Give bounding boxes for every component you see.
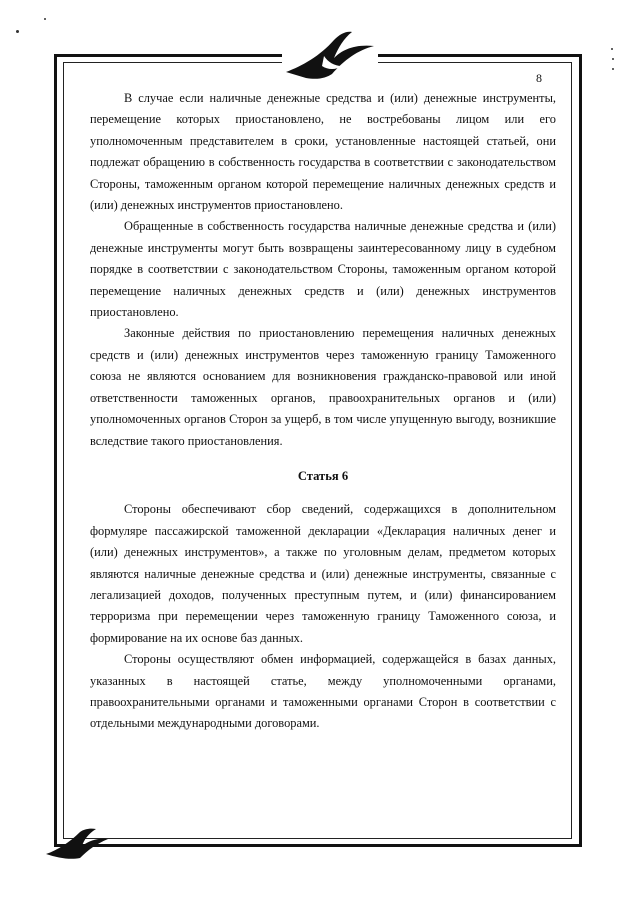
scan-speck	[44, 18, 46, 20]
page-number: 8	[536, 71, 542, 85]
scan-speck	[612, 58, 614, 60]
scan-speck	[611, 48, 613, 50]
scan-speck	[16, 30, 19, 33]
paragraph: Обращенные в собственность государства наличные денежные средства и (или) денежные инструменты могут быть возвращены заинтересованному лицу в судебном порядке в соответствии с законодательством Стороны, таможенным органом которой перемещение наличных денежных средств и (или) денежных инструментов приостановлено.	[90, 219, 556, 320]
scan-speck	[612, 68, 614, 70]
article-heading: Статья 6	[297, 468, 349, 483]
bottom-emblem-icon	[44, 826, 110, 860]
paragraph: Законные действия по приостановлению перемещения наличных денежных средств и (или) денежных инструментов через таможенную границу Таможенного союза не являются основанием для возникновения гражданско-правовой или иной ответственности таможенных органов, правоохранительных органов и (или) уполномоченных органов Сторон за ущерб, в том числе упущенную выгоду, возникшие вследствие такого приостановления.	[90, 326, 556, 448]
paragraph: Стороны обеспечивают сбор сведений, содержащихся в дополнительном формуляре пассажирской таможенной декларации «Декларация наличных денег и (или) денежных инструментов», а также по уголовным делам, предметом которых являются наличные денежные средства и (или) денежные инструменты, связанные с легализацией доходов, полученных преступным путем, и (или) финансированием терроризма при перемещении через таможенную границу Таможенного союза, и формирование на их основе баз данных.	[90, 502, 556, 645]
document-body	[90, 88, 556, 735]
paragraph: Стороны осуществляют обмен информацией, содержащейся в базах данных, указанных в настоящей статье, между уполномоченными органами, правоохранительными органами и таможенными органами Сторон в соответствии с отдельными международными договорами.	[90, 652, 556, 731]
paragraph: В случае если наличные денежные средства и (или) денежные инструменты, перемещение которых приостановлено, не востребованы лицом или его уполномоченным представителем в сроки, установленные настоящей статьей, они подлежат обращению в собственность государства в соответствии с законодательством Стороны, таможенным органом которой перемещение наличных денежных средств и (или) денежных инструментов приостановлено.	[90, 91, 556, 213]
top-emblem-icon	[282, 26, 378, 86]
